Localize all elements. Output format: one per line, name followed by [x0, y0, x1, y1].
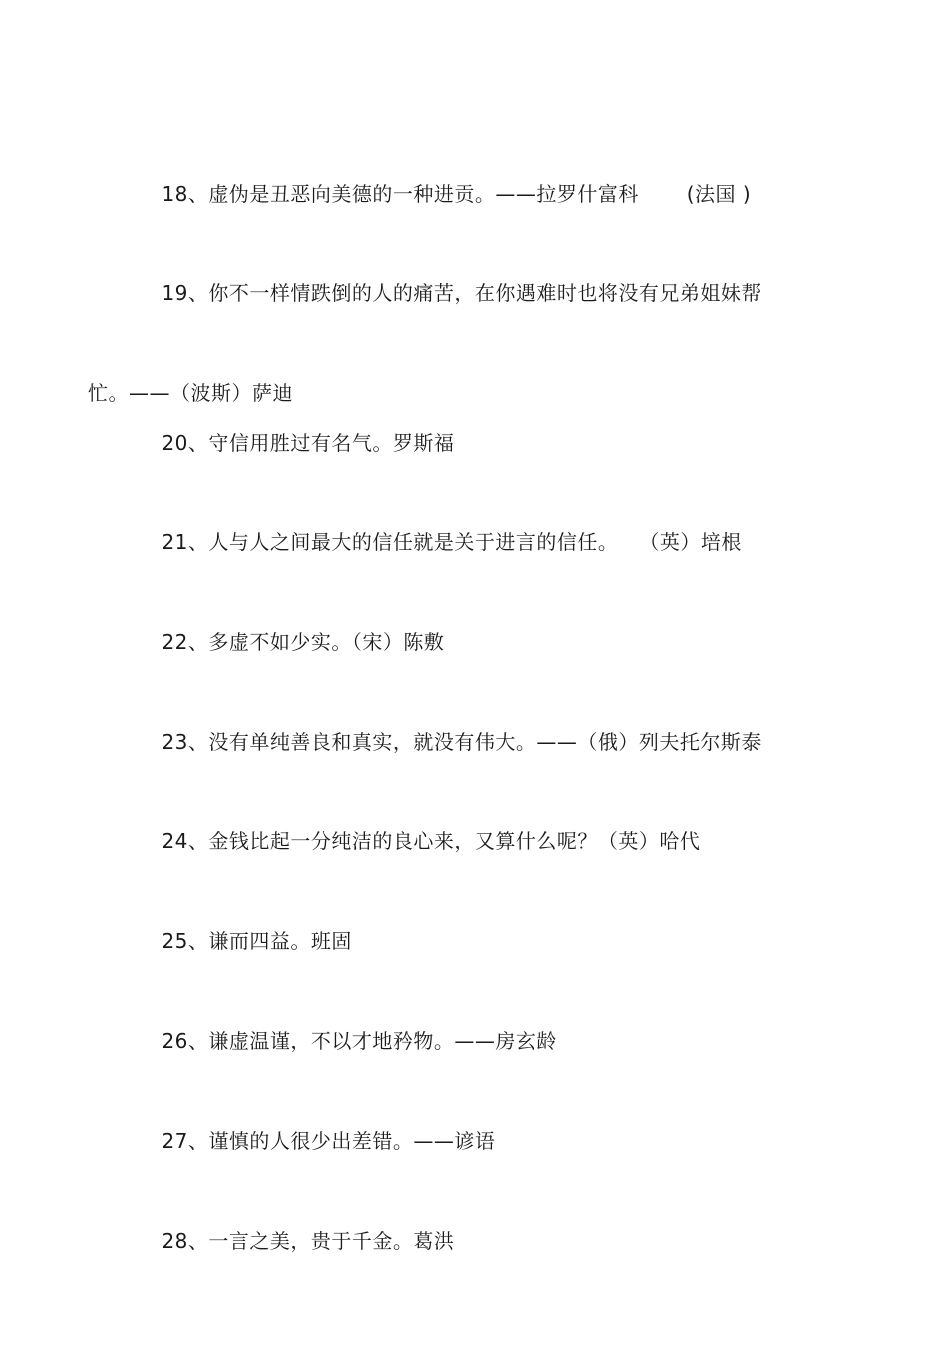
- entry-number: 21: [161, 530, 188, 554]
- entry-text: 、人与人之间最大的信任就是关于进言的信任。 （英）培根: [187, 530, 742, 554]
- entry-number: 27: [161, 1129, 188, 1153]
- entry-number: 26: [161, 1029, 188, 1053]
- entry-text: 、一言之美，贵于千金。葛洪: [187, 1229, 455, 1253]
- entry-text-continued: 忙。——（波斯）萨迪: [88, 381, 293, 405]
- entry-text: 、多虚不如少实。（宋）陈敷: [187, 630, 445, 654]
- quote-entry-28: [88, 1166, 788, 1316]
- entry-number: 18: [161, 182, 188, 206]
- entry-text: 、你不一样情跌倒的人的痛苦，在你遇难时也将没有兄弟姐妹帮: [187, 281, 762, 305]
- entry-number: 19: [161, 281, 188, 305]
- entry-text: 、没有单纯善良和真实，就没有伟大。——（俄）列夫托尔斯泰: [187, 730, 762, 754]
- entry-text: 、金钱比起一分纯洁的良心来，又算什么呢？（英）哈代: [187, 829, 701, 853]
- entry-text: 、虚伪是丑恶向美德的一种进贡。——拉罗什富科 (法国 ): [187, 182, 752, 206]
- entry-text: 、谦虚温谨，不以才地矜物。——房玄龄: [187, 1029, 557, 1053]
- entry-text: 、谨慎的人很少出差错。——谚语: [187, 1129, 496, 1153]
- entry-text: 、守信用胜过有名气。罗斯福: [187, 431, 455, 455]
- entry-number: 23: [161, 730, 188, 754]
- entry-number: 28: [161, 1229, 188, 1253]
- entry-number: 22: [161, 630, 188, 654]
- entry-number: 20: [161, 431, 188, 455]
- entry-number: 24: [161, 829, 188, 853]
- entry-text: 、谦而四益。班固: [187, 929, 352, 953]
- entry-number: 25: [161, 929, 188, 953]
